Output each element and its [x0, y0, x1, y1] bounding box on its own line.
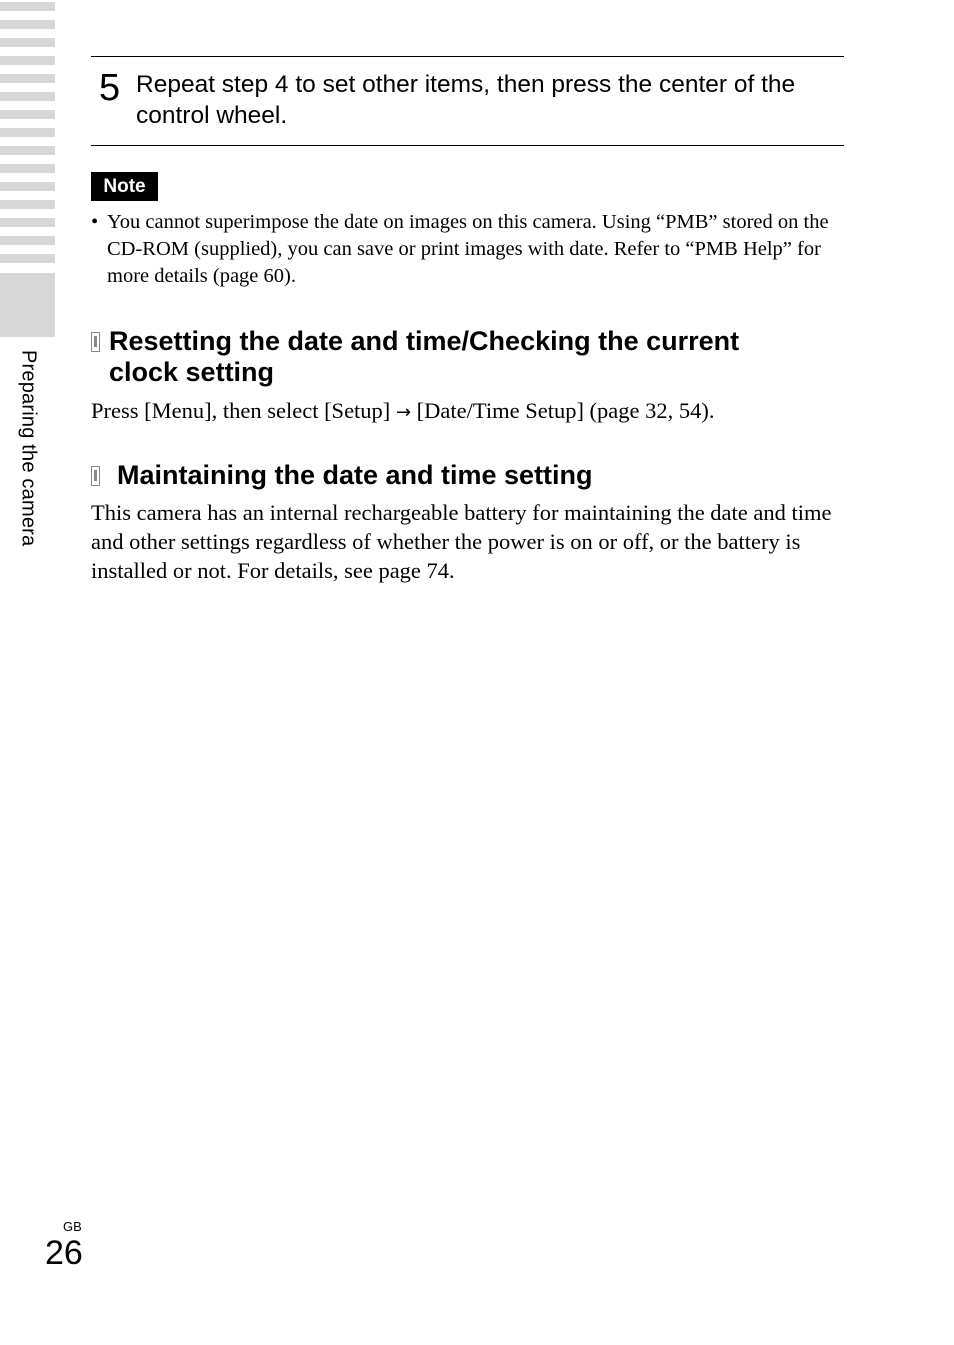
note-badge: Note	[91, 172, 158, 201]
note-item	[91, 209, 841, 290]
step-number: 5	[99, 67, 121, 109]
tab-stripe	[0, 254, 55, 263]
body-text-after-arrow: [Date/Time Setup] (page 32, 54).	[416, 398, 715, 423]
tab-stripe	[0, 2, 55, 11]
section-marker-icon	[91, 466, 100, 486]
tab-stripe	[0, 20, 55, 29]
body-text-before-arrow: Press [Menu], then select [Setup]	[91, 398, 391, 423]
side-tab-active-block	[0, 273, 55, 337]
tab-stripe	[0, 74, 55, 83]
section-body-reset	[91, 396, 841, 427]
tab-stripe	[0, 182, 55, 191]
tab-stripe	[0, 128, 55, 137]
page-number: 26	[45, 1234, 83, 1272]
side-tab-label: Preparing the camera	[17, 350, 40, 547]
step-text: Repeat step 4 to set other items, then press the center of the control wheel.	[136, 71, 796, 129]
section-heading-text: Maintaining the date and time setting	[117, 460, 593, 490]
note-list	[91, 209, 841, 290]
tab-stripe	[0, 200, 55, 209]
section-body-maintain: This camera has an internal rechargeable battery for maintaining the date and time and other settings regardless of whether the power is on or off, or the battery is installed or not. For details, see page 74.	[91, 500, 832, 583]
section-heading-text: Resetting the date and time/Checking the current clock setting	[109, 326, 740, 387]
tab-stripe	[0, 92, 55, 101]
tab-stripe	[0, 56, 55, 65]
section-marker-icon	[91, 332, 100, 352]
tab-stripe	[0, 110, 55, 119]
bullet-icon: •	[91, 211, 99, 233]
step-top-rule	[91, 56, 844, 57]
tab-stripe	[0, 218, 55, 227]
note-item-text: You cannot superimpose the date on images on this camera. Using “PMB” stored on the CD-ROM (supplied), you can save or print images with date. Refer to “PMB Help” for more details (page 60).	[107, 211, 829, 287]
arrow-right-icon: →	[395, 402, 412, 423]
tab-stripe	[0, 38, 55, 47]
tab-stripe	[0, 146, 55, 155]
tab-stripe	[0, 164, 55, 173]
tab-stripe	[0, 236, 55, 245]
step-bottom-rule	[91, 145, 844, 146]
page-region-code: GB	[63, 1219, 82, 1234]
